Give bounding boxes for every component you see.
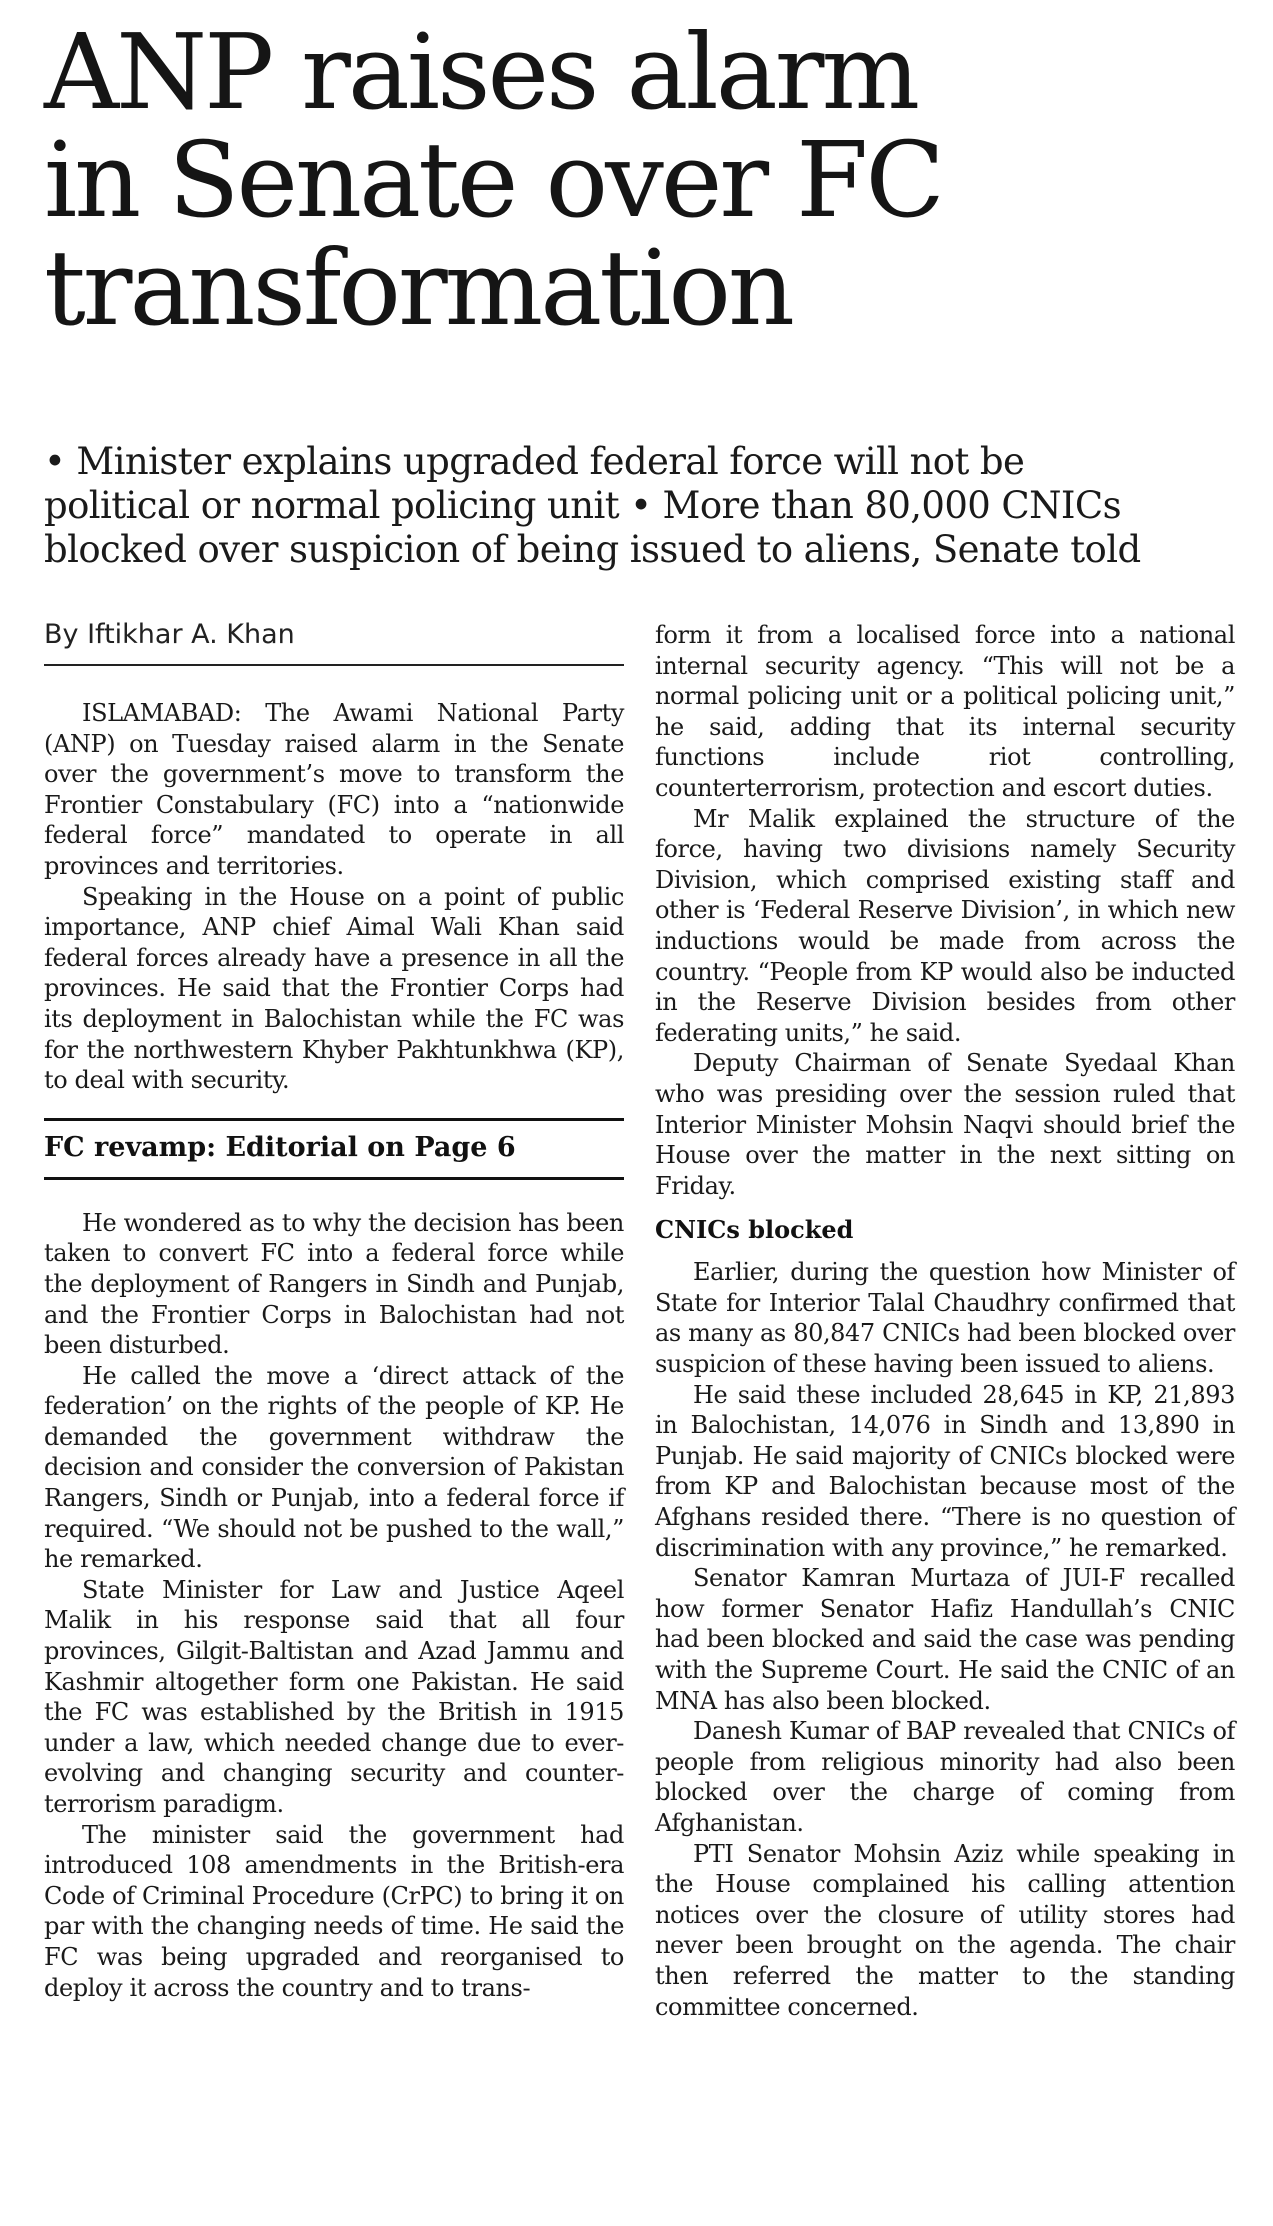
headline-line-1: ANP raises alarm xyxy=(44,11,918,133)
left-column xyxy=(44,618,624,2003)
right-paragraph-8: PTI Senator Mohsin Aziz while speaking in the House complained his calling attention notices over the closure of utility stores had never been brought on the agenda. The chair then referred the matter to the standing committee concerned. xyxy=(655,1839,1235,2021)
left-paragraph-1: ISLAMABAD: The Awami National Party (ANP) on Tuesday raised alarm in the Senate over the government’s move to transform the Frontier Constabulary (FC) into a “nationwide federal force” mandated to operate in all provinces and territories. xyxy=(44,699,624,880)
left-paragraph-2: Speaking in the House on a point of public importance, ANP chief Aimal Wali Khan said federal forces already have a presence in all the provinces. He said that the Frontier Corps had its deployment in Balochistan while the FC was for the northwestern Khyber Pakhtunkhwa (KP), to deal with security. xyxy=(44,882,624,1095)
left-paragraph-5: State Minister for Law and Justice Aqeel Malik in his response said that all four provinces, Gilgit-Baltistan and Azad Jammu and Kashmir altogether form one Pakistan. He said the FC was established by the British in 1915 under a law, which needed change due to ever-evolving and changing security and counter-terrorism paradigm. xyxy=(44,1575,624,1818)
editorial-callout: FC revamp: Editorial on Page 6 xyxy=(44,1118,624,1180)
headline-line-3: transformation xyxy=(44,227,792,349)
deck-line-3: blocked over suspicion of being issued to aliens, Senate told xyxy=(44,528,1141,571)
left-paragraph-6: The minister said the government had introduced 108 amendments in the British-era Code of Criminal Procedure (CrPC) to bring it on par with the changing needs of time. He said the FC was being upgraded and reorganised to deploy it across the country and to trans- xyxy=(44,1820,624,2002)
right-paragraph-5: He said these included 28,645 in KP, 21,893 in Balochistan, 14,076 in Sindh and 13,890 in Punjab. He said majority of CNICs blocked were from KP and Balochistan because most of the Afghans resided there. “There is no question of discrimination with any province,” he remarked. xyxy=(655,1380,1235,1562)
right-paragraph-6: Senator Kamran Murtaza of JUI-F recalled how former Senator Hafiz Handullah’s CNIC had been blocked and said the case was pending with the Supreme Court. He said the CNIC of an MNA has also been blocked. xyxy=(655,1564,1235,1715)
right-paragraph-3: Deputy Chairman of Senate Syedaal Khan who was presiding over the session ruled that Interior Minister Mohsin Naqvi should brief the House over the matter in the next sitting on Friday. xyxy=(655,1049,1235,1200)
right-paragraph-1: form it from a localised force into a national internal security agency. “This will not be a normal policing unit or a political policing unit,” he said, adding that its internal security functions include riot controlling, counterterrorism, protection and escort duties. xyxy=(655,621,1235,802)
right-paragraph-7: Danesh Kumar of BAP revealed that CNICs of people from religious minority had also been blocked over the charge of coming from Afghanistan. xyxy=(655,1717,1235,1837)
headline xyxy=(44,11,1244,349)
left-paragraph-3: He wondered as to why the decision has been taken to convert FC into a federal force while the deployment of Rangers in Sindh and Punjab, and the Frontier Corps in Balochistan had not been disturbed. xyxy=(44,1208,624,1360)
headline-line-2: in Senate over FC xyxy=(44,119,942,241)
section-subhead: CNICs blocked xyxy=(655,1215,854,1245)
deck xyxy=(44,440,1244,572)
right-paragraph-2: Mr Malik explained the structure of the force, having two divisions namely Security Division, which comprised existing staff and other is ‘Federal Reserve Division’, in which new inductions would be made from across the country. “People from KP would also be inducted in the Reserve Division besides from other federating units,” he said. xyxy=(655,804,1235,1047)
deck-line-1: • Minister explains upgraded federal force will not be xyxy=(44,440,1025,483)
left-paragraph-4: He called the move a ‘direct attack of the federation’ on the rights of the people of KP. He demanded the government withdraw the decision and consider the conversion of Pakistan Rangers, Sindh or Punjab, into a federal force if required. “We should not be pushed to the wall,” he remarked. xyxy=(44,1361,624,1574)
deck-line-2: political or normal policing unit • More than 80,000 CNICs xyxy=(44,484,1122,527)
right-column xyxy=(655,620,1235,2022)
right-paragraph-4: Earlier, during the question how Minister of State for Interior Talal Chaudhry confirmed that as many as 80,847 CNICs had been blocked over suspicion of these having been issued to aliens. xyxy=(655,1258,1235,1379)
byline: By Iftikhar A. Khan xyxy=(44,618,624,666)
